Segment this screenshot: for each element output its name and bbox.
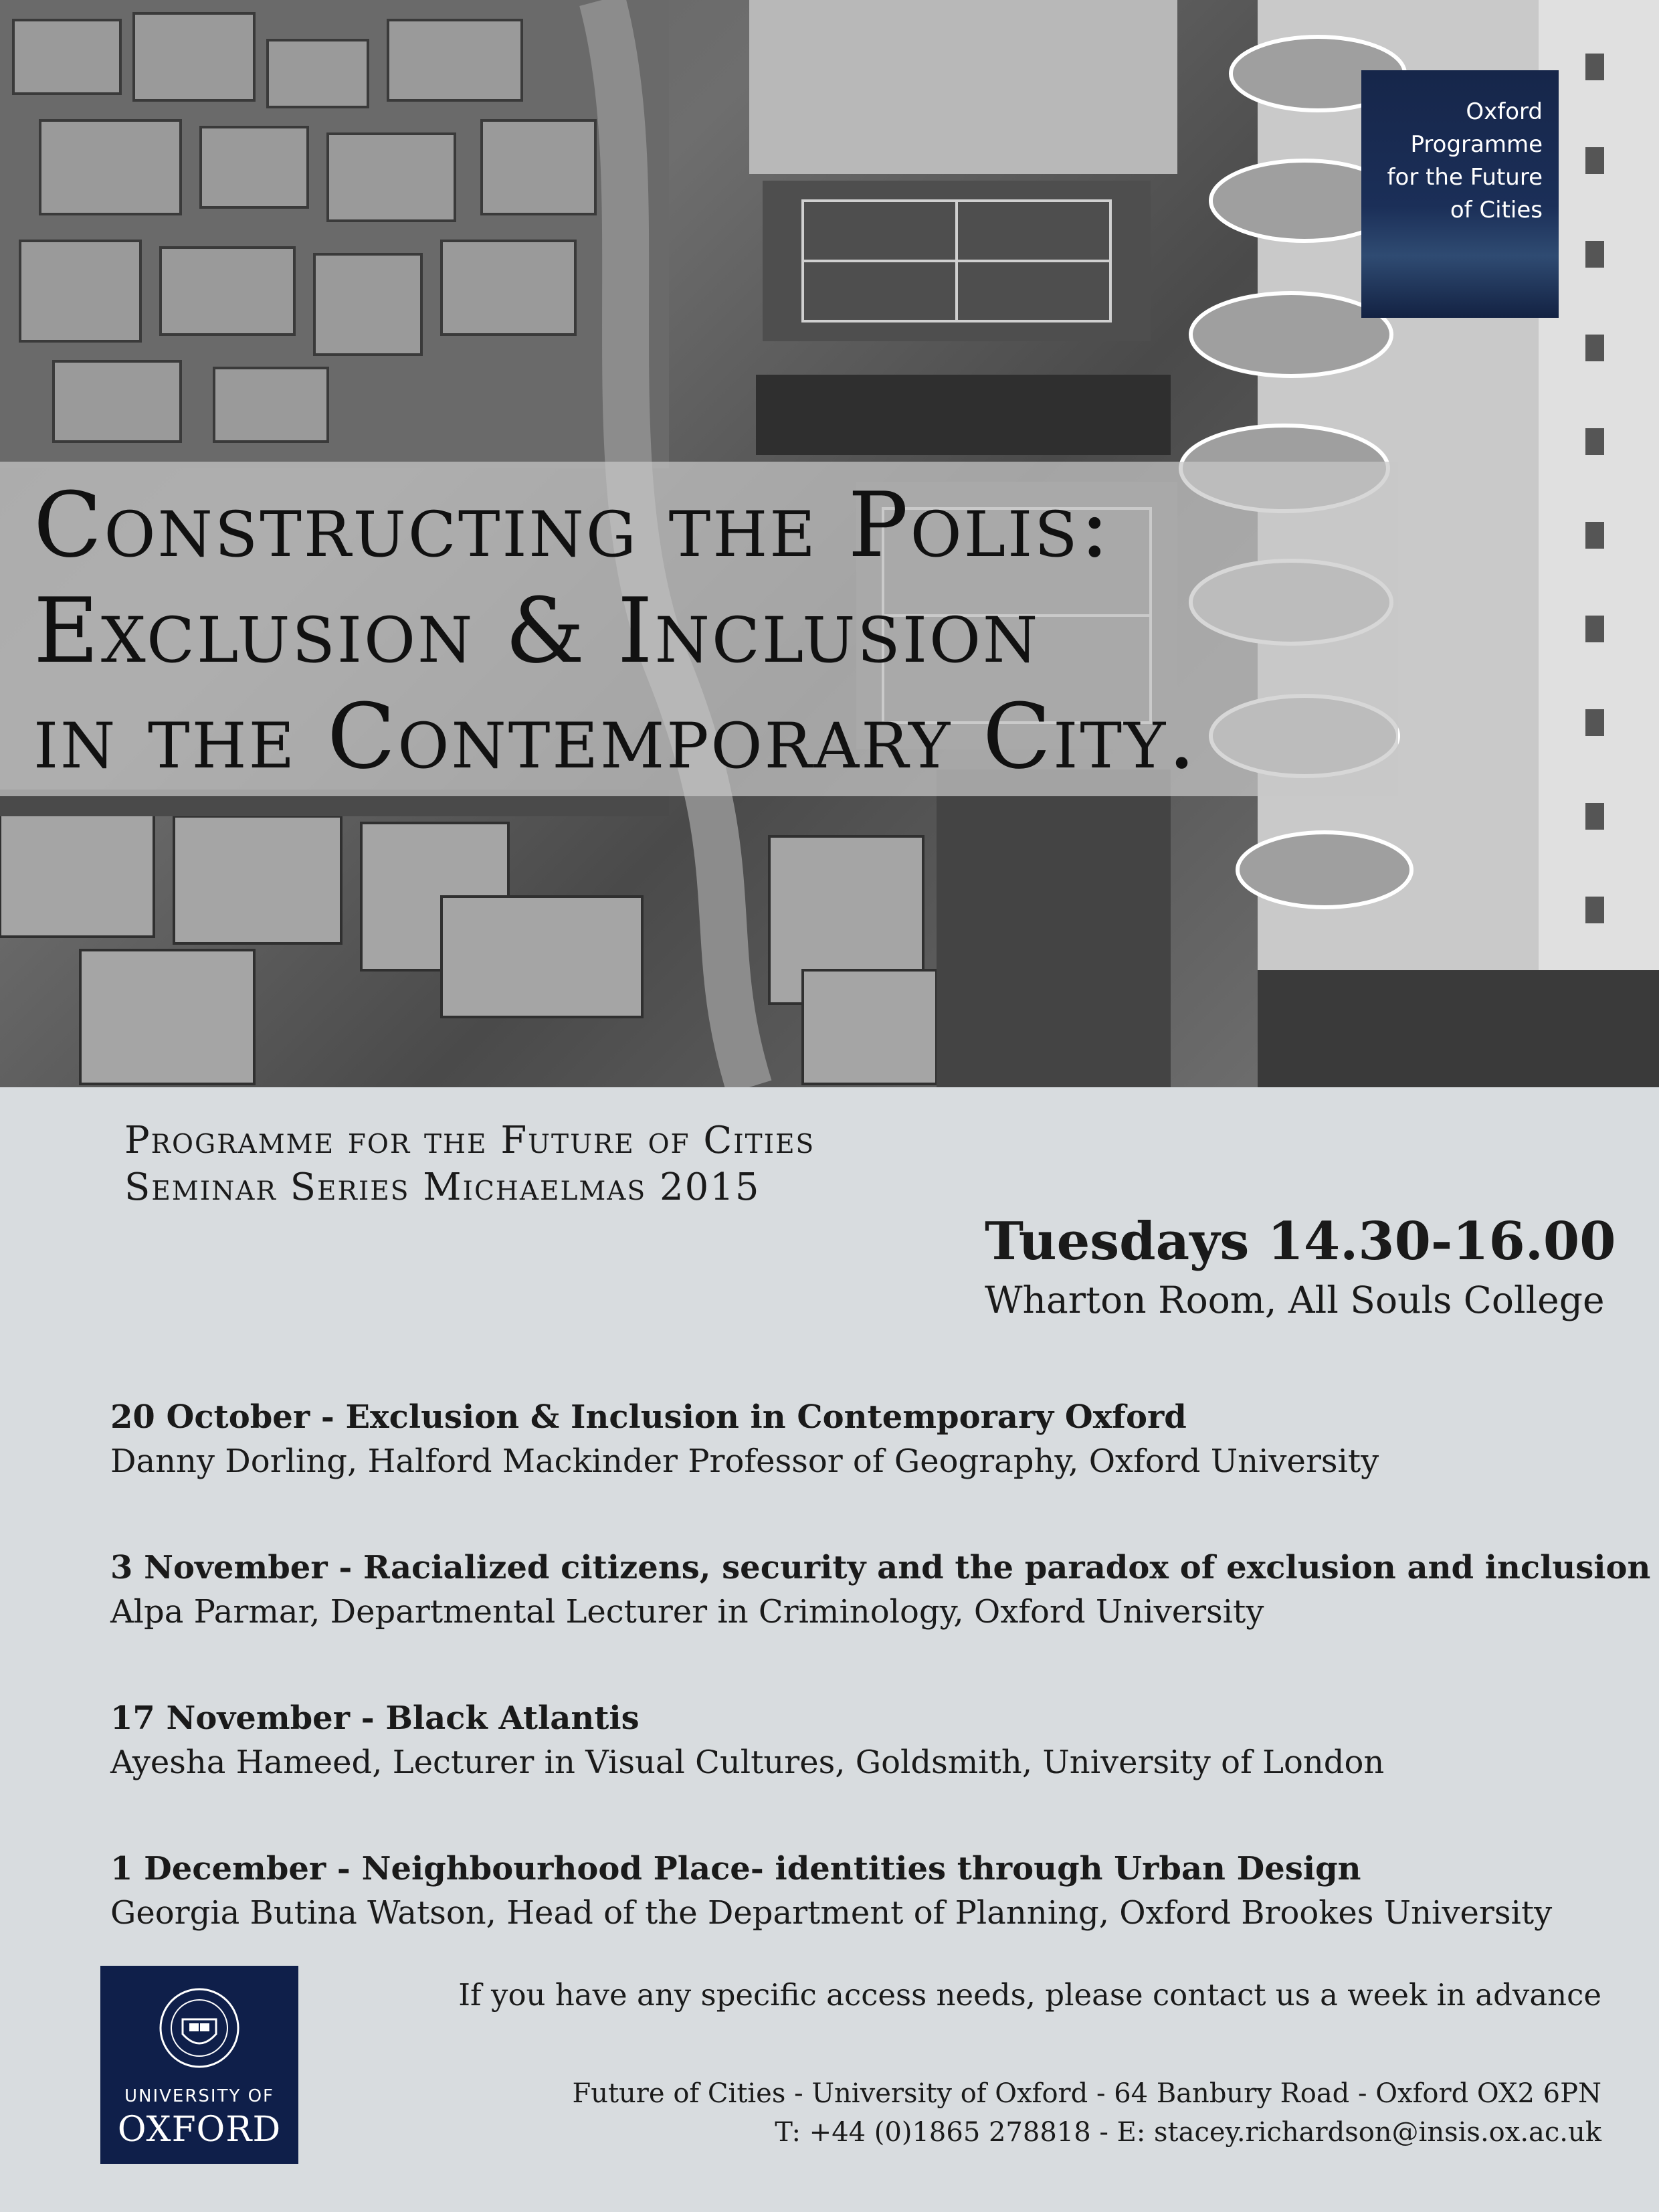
schedule-info	[985, 1210, 1616, 1326]
oxford-crest-icon	[157, 1986, 241, 2070]
session-speaker: Georgia Butina Watson, Head of the Department of Planning, Oxford Brookes University	[110, 1894, 1553, 1932]
schedule-venue: Wharton Room, All Souls College	[985, 1279, 1605, 1321]
session-heading: 1 December - Neighbourhood Place- identities through Urban Design	[110, 1850, 1361, 1887]
session-speaker: Alpa Parmar, Departmental Lecturer in Criminology, Oxford University	[110, 1593, 1264, 1631]
session-speaker: Danny Dorling, Halford Mackinder Professor of Geography, Oxford University	[110, 1443, 1379, 1480]
series-heading	[124, 1117, 815, 1211]
session-heading: 3 November - Racialized citizens, security and the paradox of exclusion and inclusion	[110, 1549, 1651, 1586]
title-line-3: in the Contemporary City.	[33, 684, 1198, 789]
university-logo-line-1: UNIVERSITY OF	[124, 2086, 275, 2106]
series-line-2: Seminar Series Michaelmas 2015	[124, 1166, 761, 1209]
title-line-2: Exclusion & Inclusion	[33, 579, 1040, 683]
university-logo	[100, 1966, 298, 2164]
contact-details	[572, 2074, 1601, 2152]
series-line-1: Programme for the Future of Cities	[124, 1119, 815, 1162]
session-heading: 20 October - Exclusion & Inclusion in Contemporary Oxford	[110, 1398, 1187, 1436]
title-line-1: Constructing the Polis:	[33, 473, 1112, 577]
contact-phone-email: T: +44 (0)1865 278818 - E: stacey.richardson@insis.ox.ac.uk	[775, 2117, 1601, 2148]
session-list	[110, 1395, 1651, 1997]
programme-badge	[1361, 70, 1559, 318]
badge-line: Oxford	[1466, 98, 1543, 125]
session-item	[110, 1696, 1616, 1847]
university-logo-line-2: OXFORD	[117, 2110, 282, 2150]
badge-line: of Cities	[1450, 197, 1543, 223]
session-speaker: Ayesha Hameed, Lecturer in Visual Cultures, Goldsmith, University of London	[110, 1744, 1385, 1781]
session-item	[110, 1546, 1651, 1696]
session-item	[110, 1395, 1616, 1546]
badge-line: for the Future	[1387, 164, 1543, 191]
badge-line: Programme	[1410, 131, 1543, 158]
contact-address: Future of Cities - University of Oxford - 64 Banbury Road - Oxford OX2 6PN	[572, 2078, 1601, 2109]
session-heading: 17 November - Black Atlantis	[110, 1699, 640, 1737]
schedule-time: Tuesdays 14.30-16.00	[985, 1211, 1616, 1272]
access-note: If you have any specific access needs, please contact us a week in advance	[458, 1977, 1601, 2013]
